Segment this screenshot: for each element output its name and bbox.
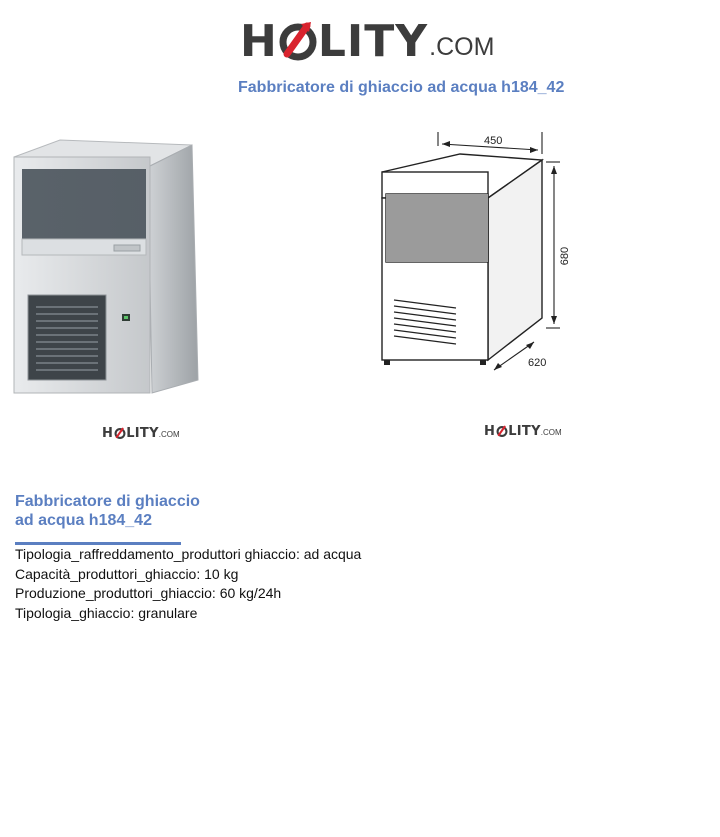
logo-letters-lity: LITY [508,424,541,439]
logo-domain: .COM [158,430,180,439]
watermark-logo-right [484,425,562,438]
dimension-drawing [370,128,590,378]
logo-o-mark-icon [279,20,317,64]
logo-letter-h: H [240,16,278,67]
spec-ice-type: Tipologia_ghiaccio: granulare [15,604,198,621]
logo-letters-lity: LITY [317,16,429,67]
spec-capacity: Capacità_produttori_ghiaccio: 10 kg [15,565,239,582]
width-dimension-label: 450 [484,135,503,147]
logo-letter-h: H [484,424,496,439]
height-dimension-label: 680 [559,246,571,266]
page-title: Fabbricatore di ghiaccio ad acqua h184_42 [238,79,565,96]
product-title-line-1: Fabbricatore di ghiaccio [15,493,200,510]
spec-cooling-type: Tipologia_raffreddamento_produttori ghiaccio: ad acqua [15,546,362,562]
product-title [15,492,215,530]
logo-o-mark-icon [496,425,508,438]
logo-domain: .COM [429,33,495,61]
product-title-line-2: ad acqua h184_42 [15,512,152,529]
product-photo [6,135,202,400]
logo-domain: .COM [540,428,562,437]
spec-production: Produzione_produttori_ghiaccio: 60 kg/24h [15,585,282,601]
depth-dimension-label: 620 [528,357,547,369]
logo-letters-lity: LITY [126,426,159,441]
spec-list [15,545,375,623]
holity-logo[interactable] [240,14,495,67]
logo-letter-h: H [102,426,114,441]
watermark-logo-left [102,427,180,440]
logo-o-mark-icon [114,427,126,440]
